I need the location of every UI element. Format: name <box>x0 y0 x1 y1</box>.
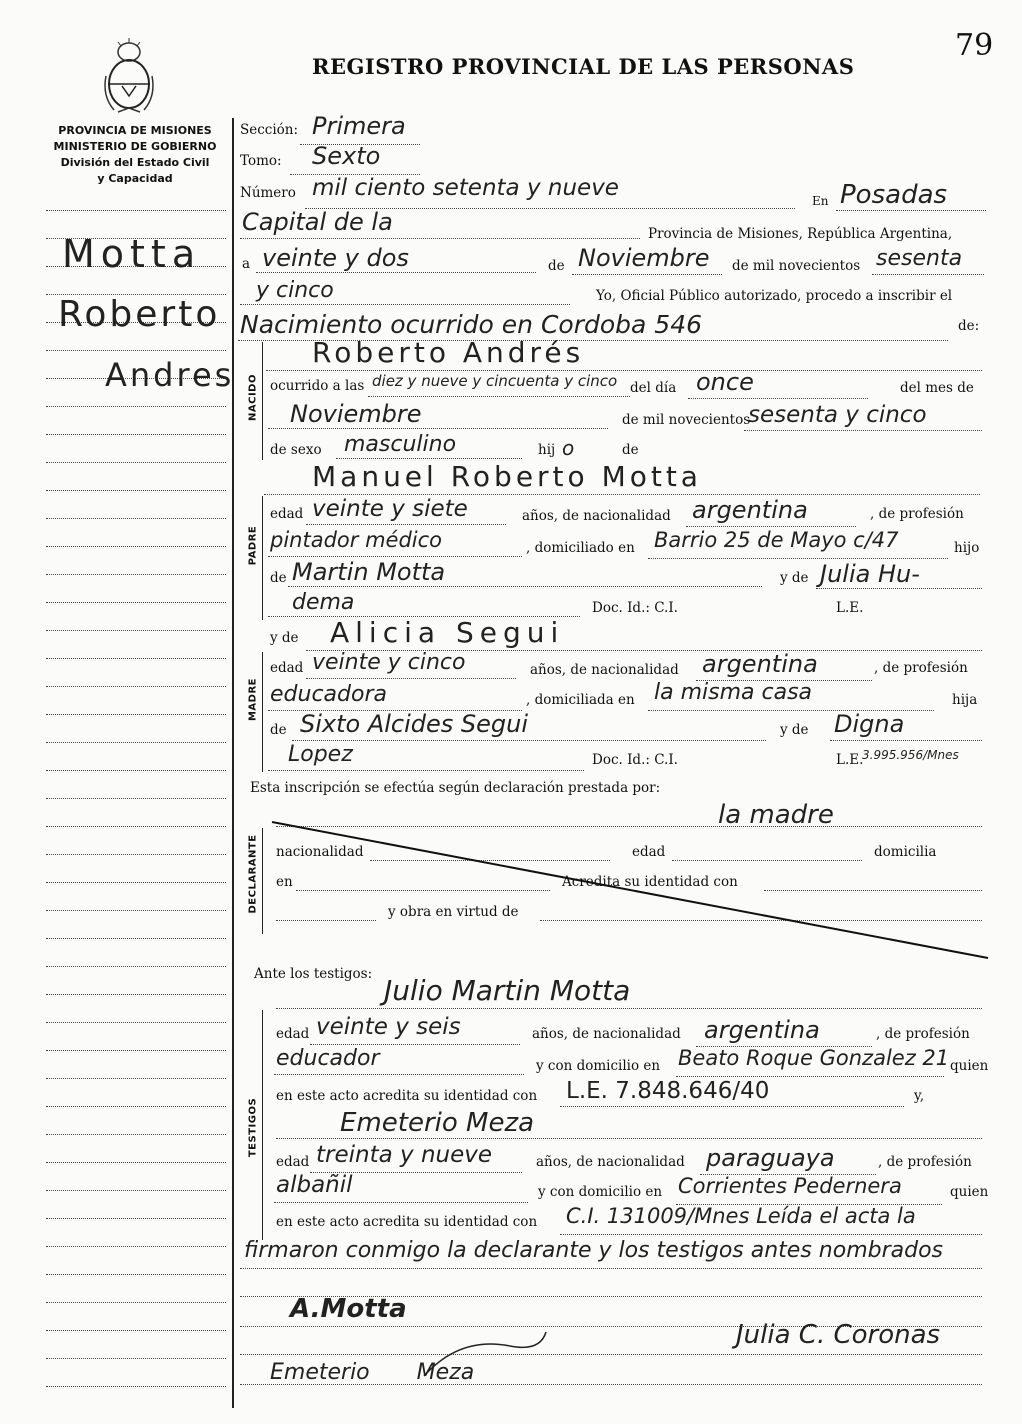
margin-rule-line <box>46 518 226 519</box>
margin-rule-line <box>46 406 226 407</box>
margin-rule-line <box>46 1050 226 1051</box>
label-profesion-t1: , de profesión <box>876 1026 970 1042</box>
page-number: 79 <box>955 28 994 63</box>
margin-rule-line <box>46 826 226 827</box>
label-de-sexo: de sexo <box>270 442 322 458</box>
margin-rule-line <box>46 350 226 351</box>
label-le-padre: L.E. <box>836 600 864 616</box>
label-este-acto-t1: en este acto acredita su identidad con <box>276 1088 538 1104</box>
value-hij-suffix: o <box>562 436 575 460</box>
value-sexo: masculino <box>344 432 457 457</box>
value-mes: Noviembre <box>578 244 710 272</box>
margin-rule-line <box>46 434 226 435</box>
column-divider <box>232 118 234 1408</box>
value-madre-edad: veinte y cinco <box>312 650 466 675</box>
tab-testigos: TESTIGOS <box>247 1097 259 1158</box>
value-abuela-mat: Digna <box>834 710 905 738</box>
org-line-1: PROVINCIA DE MISIONES <box>58 124 212 137</box>
label-doc-id-madre: Doc. Id.: C.I. <box>592 752 678 768</box>
label-en-decl: en <box>276 874 293 890</box>
label-yo-oficial: Yo, Oficial Público autorizado, procedo a inscribir el <box>596 288 953 304</box>
label-domiciliada-madre: , domiciliada en <box>526 692 635 708</box>
value-t2-id: C.I. 131009/Mnes Leída el acta la <box>566 1204 916 1228</box>
margin-rule-line <box>46 210 226 211</box>
value-abuelo-pat: Martin Motta <box>292 558 446 586</box>
org-line-3: División del Estado Civil <box>60 156 210 169</box>
label-anos-nac-t1: años, de nacionalidad <box>532 1026 681 1042</box>
label-del-mes: del mes de <box>900 380 974 396</box>
value-madre-le: 3.995.956/Mnes <box>862 748 959 762</box>
margin-rule-line <box>46 714 226 715</box>
margin-first-name: Roberto <box>58 294 221 335</box>
label-anos-nac-padre: años, de nacionalidad <box>522 508 671 524</box>
value-nacimiento: Nacimiento ocurrido en Cordoba 546 <box>240 310 702 339</box>
label-quien-t2: quien <box>950 1184 989 1200</box>
value-anio: sesenta <box>876 246 963 271</box>
org-line-2: MINISTERIO DE GOBIERNO <box>53 140 217 153</box>
margin-rule-line <box>46 770 226 771</box>
value-madre-prof: educadora <box>270 682 387 707</box>
value-t1-nac: argentina <box>704 1016 820 1044</box>
value-madre: Alicia Segui <box>330 616 565 649</box>
value-abuelo-mat: Sixto Alcides Segui <box>300 710 529 738</box>
margin-rule-line <box>46 882 226 883</box>
label-y-de-abuela-pat: y de <box>780 570 809 586</box>
margin-rule-line <box>46 1302 226 1303</box>
label-y-de-madre: y de <box>270 630 299 646</box>
margin-rule-line <box>46 1358 226 1359</box>
label-hij: hij <box>538 442 556 458</box>
value-t2-edad: treinta y nueve <box>316 1142 493 1168</box>
value-t2-nac: paraguaya <box>706 1144 835 1172</box>
margin-surname: Motta <box>62 232 202 276</box>
label-profesion-padre: , de profesión <box>870 506 964 522</box>
label-ante-testigos: Ante los testigos: <box>254 966 373 982</box>
margin-rule-line <box>46 1078 226 1079</box>
margin-rule-line <box>46 658 226 659</box>
label-acredita-decl: Acredita su identidad con <box>562 874 738 890</box>
label-de-padres: de <box>622 442 639 458</box>
label-domicilio-t2: y con domicilio en <box>538 1184 663 1200</box>
label-este-acto-t2: en este acto acredita su identidad con <box>276 1214 538 1230</box>
margin-rule-line <box>46 854 226 855</box>
margin-rule-line <box>46 1246 226 1247</box>
margin-second-name: Andres <box>105 356 235 394</box>
value-madre-dom: la misma casa <box>654 680 813 705</box>
value-t1-dom: Beato Roque Gonzalez 21 <box>678 1046 950 1070</box>
value-declarante: la madre <box>718 800 834 830</box>
label-edad-decl: edad <box>632 844 666 860</box>
value-dia-nac: once <box>696 368 754 396</box>
signature-meza: Emeterio Meza <box>270 1360 475 1385</box>
value-madre-nac: argentina <box>702 650 818 678</box>
value-padre-edad: veinte y siete <box>312 496 468 522</box>
signature-oficial: Julia C. Coronas <box>736 1320 941 1350</box>
signature-flourish <box>420 1326 550 1386</box>
margin-rule-line <box>46 1330 226 1331</box>
label-y-de-abuela-mat: y de <box>780 722 809 738</box>
label-anos-nac-madre: años, de nacionalidad <box>530 662 679 678</box>
label-edad-padre: edad <box>270 506 304 522</box>
margin-rule-line <box>46 910 226 911</box>
coat-of-arms-seal <box>100 36 158 118</box>
label-esta-inscripcion: Esta inscripción se efectúa según declaración prestada por: <box>250 780 661 796</box>
label-hijo: hijo <box>954 540 980 556</box>
label-de-colon: de: <box>958 318 980 334</box>
margin-rule-line <box>46 1190 226 1191</box>
label-domicilia-decl: domicilia <box>874 844 937 860</box>
value-abuela-pat: Julia Hu- <box>820 560 920 588</box>
margin-rule-line <box>46 994 226 995</box>
label-en: En <box>812 194 829 208</box>
label-numero: Número <box>240 185 296 201</box>
value-abuela-mat-cont: Lopez <box>288 742 353 767</box>
margin-rule-line <box>46 1106 226 1107</box>
value-t2-dom: Corrientes Pedernera <box>678 1174 902 1198</box>
value-padre-dom: Barrio 25 de Mayo c/47 <box>654 528 899 552</box>
value-cierre: firmaron conmigo la declarante y los testigos antes nombrados <box>244 1238 944 1263</box>
label-del-dia: del día <box>630 380 677 396</box>
label-y-obra-decl: y obra en virtud de <box>388 904 519 920</box>
value-mes-nac: Noviembre <box>290 400 422 428</box>
label-de-mes: de <box>548 258 565 274</box>
document-title: REGISTRO PROVINCIAL DE LAS PERSONAS <box>312 54 855 79</box>
label-quien-t1: quien <box>950 1058 989 1074</box>
label-de-mil: de mil novecientos <box>732 258 861 274</box>
value-padre: Manuel Roberto Motta <box>312 460 702 493</box>
label-edad-madre: edad <box>270 660 304 676</box>
margin-rule-line <box>46 1134 226 1135</box>
cancellation-stroke <box>270 820 990 960</box>
value-padre-prof: pintador médico <box>270 528 442 552</box>
value-abuela-pat-cont: dema <box>292 590 355 615</box>
value-testigo2: Emeterio Meza <box>340 1108 535 1138</box>
margin-rule-line <box>46 490 226 491</box>
label-a: a <box>242 256 251 272</box>
margin-rule-line <box>46 462 226 463</box>
org-line-4: y Capacidad <box>97 172 173 185</box>
margin-rule-line <box>46 966 226 967</box>
label-de-abuelo-mat: de <box>270 722 287 738</box>
tab-nacido: NACIDO <box>247 374 259 421</box>
tab-declarante: DECLARANTE <box>247 834 259 914</box>
label-edad-t1: edad <box>276 1026 310 1042</box>
margin-rule-line <box>46 574 226 575</box>
label-le-madre: L.E. <box>836 752 864 768</box>
margin-rule-line <box>46 546 226 547</box>
margin-rule-line <box>46 602 226 603</box>
label-de-mil-nac: de mil novecientos <box>622 412 751 428</box>
value-anio-nac: sesenta y cinco <box>748 402 927 428</box>
margin-rule-line <box>46 686 226 687</box>
label-doc-id-padre: Doc. Id.: C.I. <box>592 600 678 616</box>
label-tomo: Tomo: <box>240 153 282 169</box>
value-t1-id: L.E. 7.848.646/40 <box>566 1078 770 1104</box>
value-t1-prof: educador <box>276 1046 380 1071</box>
margin-rule-line <box>46 1386 226 1387</box>
margin-rule-line <box>46 1218 226 1219</box>
value-capital: Capital de la <box>242 208 393 236</box>
value-dia: veinte y dos <box>262 244 409 272</box>
label-y-comma: y, <box>914 1088 925 1104</box>
margin-rule-line <box>46 938 226 939</box>
value-nombre: Roberto Andrés <box>312 336 585 369</box>
label-profesion-madre: , de profesión <box>874 660 968 676</box>
margin-rule-line <box>46 742 226 743</box>
label-seccion: Sección: <box>240 122 299 138</box>
value-numero: mil ciento setenta y nueve <box>312 175 619 201</box>
signature-motta: A.Motta <box>290 1294 407 1324</box>
label-anos-nac-t2: años, de nacionalidad <box>536 1154 685 1170</box>
label-profesion-t2: , de profesión <box>878 1154 972 1170</box>
label-de-abuelo-pat: de <box>270 570 287 586</box>
value-t1-edad: veinte y seis <box>316 1014 461 1040</box>
margin-rule-line <box>46 1162 226 1163</box>
value-t2-prof: albañil <box>276 1172 353 1198</box>
margin-rule-line <box>46 630 226 631</box>
margin-rule-line <box>46 1274 226 1275</box>
value-seccion: Primera <box>312 112 406 140</box>
label-edad-t2: edad <box>276 1154 310 1170</box>
value-en: Posadas <box>840 180 948 210</box>
value-tomo: Sexto <box>312 142 381 170</box>
value-hora: diez y nueve y cincuenta y cinco <box>372 372 618 390</box>
value-anio-cont: y cinco <box>256 278 334 303</box>
tab-madre: MADRE <box>247 677 259 722</box>
margin-rule-line <box>46 1022 226 1023</box>
label-nacionalidad-decl: nacionalidad <box>276 844 364 860</box>
value-testigo1: Julio Martin Motta <box>384 974 631 1007</box>
tab-padre: PADRE <box>247 525 259 566</box>
label-provincia: Provincia de Misiones, República Argentina, <box>648 226 953 242</box>
label-ocurrido: ocurrido a las <box>270 378 365 394</box>
label-domiciliado-padre: , domiciliado en <box>526 540 635 556</box>
value-padre-nac: argentina <box>692 496 808 524</box>
margin-rule-line <box>46 798 226 799</box>
label-hija: hija <box>952 692 978 708</box>
org-province <box>40 124 230 185</box>
label-domicilio-t1: y con domicilio en <box>536 1058 661 1074</box>
